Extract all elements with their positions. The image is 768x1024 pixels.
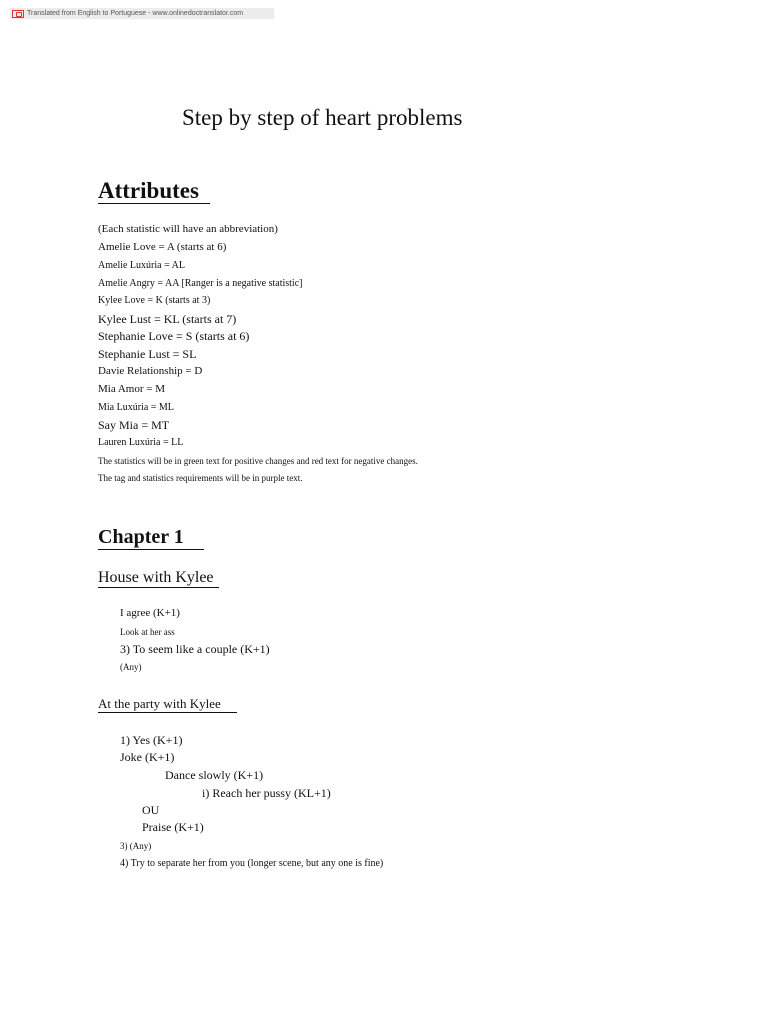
attribute-line: The tag and statistics requirements will be in purple text. bbox=[98, 473, 303, 483]
choice-line: Look at her ass bbox=[120, 627, 175, 637]
attribute-line: Amelie Luxúria = AL bbox=[98, 260, 186, 271]
choice-line: 1) Yes (K+1) bbox=[120, 733, 183, 747]
attribute-line: (Each statistic will have an abbreviation) bbox=[98, 223, 278, 235]
attribute-line: Stephanie Love = S (starts at 6) bbox=[98, 329, 250, 343]
attribute-line: Say Mia = MT bbox=[98, 418, 170, 432]
attribute-line: Kylee Love = K (starts at 3) bbox=[98, 295, 211, 306]
choice-line: (Any) bbox=[120, 662, 142, 672]
section-heading-house-underline bbox=[98, 587, 219, 588]
attributes-heading-underline bbox=[98, 203, 210, 204]
translation-banner bbox=[10, 8, 274, 19]
attribute-line: Mia Luxúria = ML bbox=[98, 402, 174, 413]
section-heading-party-underline bbox=[98, 712, 237, 713]
banner-text: Translated from English to Portuguese - www.onlinedoctranslator.com bbox=[27, 10, 244, 17]
chapter-heading: Chapter 1 bbox=[98, 526, 184, 548]
chapter-heading-underline bbox=[98, 549, 204, 550]
choice-line: 3) (Any) bbox=[120, 841, 152, 851]
attribute-line: Kylee Lust = KL (starts at 7) bbox=[98, 312, 237, 326]
attribute-line: Lauren Luxúria = LL bbox=[98, 437, 184, 448]
choice-line: Joke (K+1) bbox=[120, 750, 175, 764]
choice-line: Dance slowly (K+1) bbox=[165, 768, 264, 782]
attribute-line: Stephanie Lust = SL bbox=[98, 347, 197, 361]
section-heading-house: House with Kylee bbox=[98, 569, 214, 586]
attribute-line: Davie Relationship = D bbox=[98, 365, 203, 377]
choice-line: 3) To seem like a couple (K+1) bbox=[120, 642, 270, 656]
attribute-line: The statistics will be in green text for positive changes and red text for negative changes. bbox=[98, 456, 418, 466]
translator-logo-icon bbox=[12, 10, 24, 18]
attribute-line: Amelie Love = A (starts at 6) bbox=[98, 241, 227, 253]
choice-line: Praise (K+1) bbox=[142, 820, 204, 834]
attribute-line: Amelie Angry = AA [Ranger is a negative statistic] bbox=[98, 278, 303, 289]
attribute-line: Mia Amor = M bbox=[98, 383, 166, 395]
choice-line: i) Reach her pussy (KL+1) bbox=[202, 786, 331, 800]
document-title: Step by step of heart problems bbox=[182, 105, 463, 130]
section-heading-party: At the party with Kylee bbox=[98, 696, 221, 711]
choice-line: I agree (K+1) bbox=[120, 607, 180, 619]
choice-line: OU bbox=[142, 803, 160, 817]
choice-line: 4) Try to separate her from you (longer scene, but any one is fine) bbox=[120, 858, 384, 869]
attributes-heading: Attributes bbox=[98, 178, 199, 203]
